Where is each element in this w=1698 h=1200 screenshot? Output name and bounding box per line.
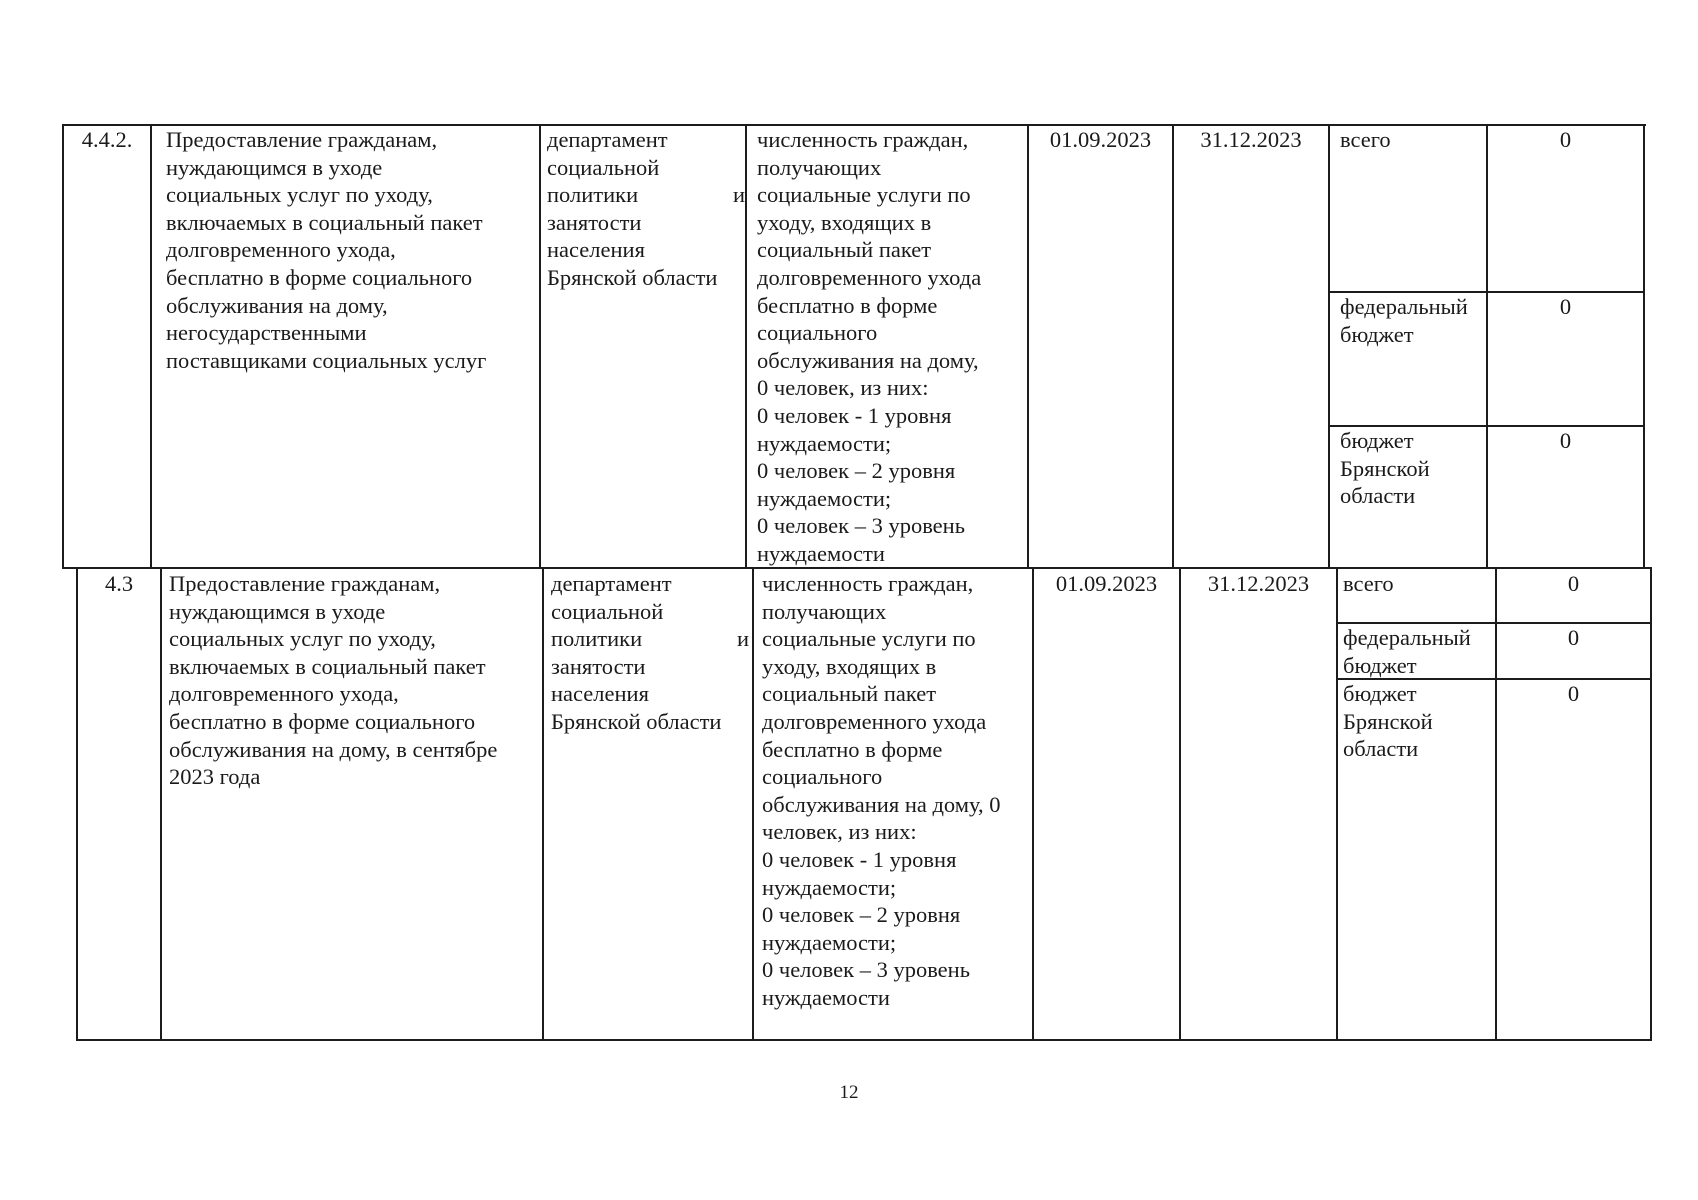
department-line (547, 181, 745, 209)
department-line: социальной (551, 598, 664, 624)
col-border (1328, 124, 1330, 569)
col-border (542, 567, 544, 1041)
department-conjunction: и (736, 626, 749, 652)
department-line: Брянской области (551, 708, 722, 734)
col-border (1172, 124, 1174, 569)
start-date: 01.09.2023 (1049, 127, 1152, 152)
department-conjunction: и (732, 182, 745, 208)
department-word: политики (551, 626, 643, 652)
row-number: 4.3 (104, 571, 134, 596)
measure-description: Предоставление гражданам, нуждающимся в уходе социальных услуг по уходу, включаемых в социальный пакет долговременного ухода, бесплатно в форме социального обслуживания на дому, в сентябре 2023 года (169, 571, 498, 790)
col-border (1027, 124, 1029, 569)
funding-amount: 0 (1559, 428, 1572, 453)
responsible-department (547, 126, 745, 292)
col-border (1336, 567, 1338, 1041)
funding-source: всего (1343, 571, 1394, 596)
table-bottom-border (76, 1039, 1652, 1041)
col-border-right (1650, 567, 1652, 1041)
department-line: занятости (547, 209, 642, 235)
col-border (1179, 567, 1181, 1041)
department-line: населения (551, 681, 649, 707)
department-line: Брянской области (547, 264, 718, 290)
department-line: социальной (547, 154, 660, 180)
funding-amount: 0 (1567, 681, 1580, 706)
department-line: занятости (551, 653, 646, 679)
col-border (1032, 567, 1034, 1041)
funding-source: бюджет Брянской области (1343, 681, 1433, 762)
col-border (752, 567, 754, 1041)
col-border (160, 567, 162, 1041)
end-date: 31.12.2023 (1207, 571, 1310, 596)
col-border (150, 124, 152, 569)
department-line (551, 625, 749, 653)
funding-source: федеральный бюджет (1343, 625, 1471, 678)
measure-description: Предоставление гражданам, нуждающимся в уходе социальных услуг по уходу, включаемых в социальный пакет долговременного ухода, бесплатно в форме социального обслуживания на дому, негосударственными поставщиками социальных услуг (166, 127, 487, 373)
department-word: политики (547, 182, 639, 208)
col-border (1486, 124, 1488, 569)
col-border-left (62, 124, 64, 569)
funding-source: федеральный бюджет (1340, 294, 1468, 347)
funding-amount: 0 (1559, 294, 1572, 319)
department-line: департамент (551, 571, 672, 596)
col-border-right (1643, 124, 1645, 569)
col-border (539, 124, 541, 569)
funding-amount: 0 (1567, 571, 1580, 596)
funding-amount: 0 (1559, 127, 1572, 152)
department-line: населения (547, 237, 645, 263)
funding-source: всего (1340, 127, 1391, 152)
funding-amount: 0 (1567, 625, 1580, 650)
funding-source: бюджет Брянской области (1340, 428, 1430, 509)
row-number: 4.4.2. (81, 127, 133, 152)
end-date: 31.12.2023 (1200, 127, 1302, 152)
start-date: 01.09.2023 (1055, 571, 1158, 596)
responsible-department (551, 570, 749, 736)
col-border-left (76, 567, 78, 1041)
target-indicator: численность граждан, получающих социальные услуги по уходу, входящих в социальный пакет долговременного ухода бесплатно в форме социального обслуживания на дому, 0 человек, из них: 0 человек - 1 уровня нуждаемости; 0 человек – 2 уровня нуждаемости; 0 человек – 3 уровень нуждаемости (757, 127, 982, 566)
department-line: департамент (547, 127, 668, 152)
page-number: 12 (839, 1082, 859, 1103)
target-indicator: численность граждан, получающих социальные услуги по уходу, входящих в социальный пакет долговременного ухода бесплатно в форме социального обслуживания на дому, 0 человек, из них: 0 человек - 1 уровня нуждаемости; 0 человек – 2 уровня нуждаемости; 0 человек – 3 уровень нуждаемости (762, 571, 1001, 1010)
col-border (745, 124, 747, 569)
